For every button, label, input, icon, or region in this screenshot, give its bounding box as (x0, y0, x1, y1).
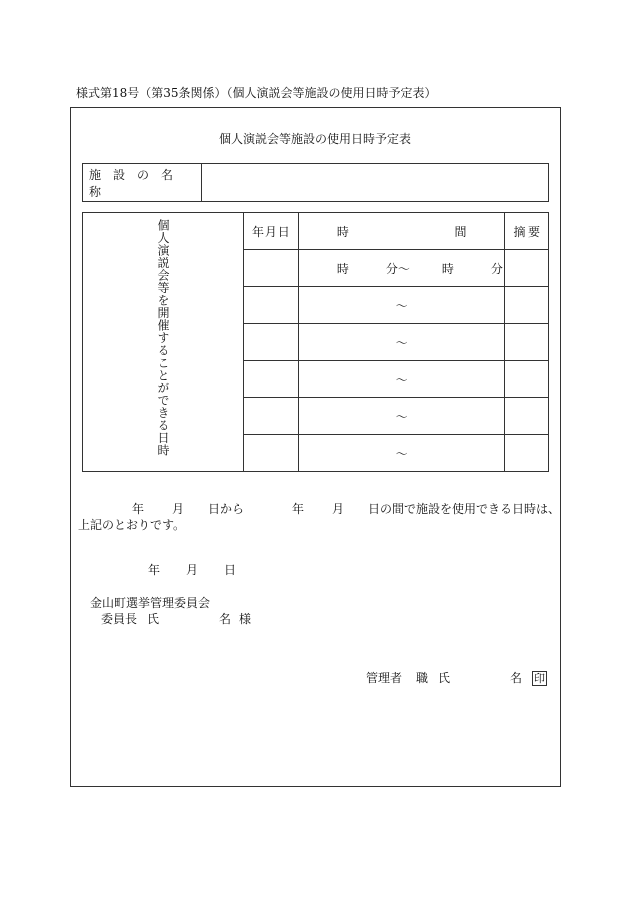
header-time: 時 間 (298, 213, 505, 250)
facility-name-label: 施設の名称 (83, 164, 202, 202)
date-cell[interactable] (244, 287, 299, 324)
schedule-table (82, 212, 549, 472)
time-cell[interactable]: 〜 (298, 398, 505, 435)
committee-chair: 委員長 氏 名 様 (101, 612, 252, 626)
date-cell[interactable] (244, 398, 299, 435)
remark-cell[interactable] (505, 250, 549, 287)
remark-cell[interactable] (505, 435, 549, 472)
date-cell[interactable] (244, 361, 299, 398)
manager-signature-line: 管理者 職 氏 名 印 (366, 671, 545, 685)
seal-stamp-icon: 印 (534, 672, 545, 685)
date-cell[interactable] (244, 435, 299, 472)
schedule-side-label: 個人演説会等を開催することができる日時 (83, 213, 244, 472)
usage-period-line-2: 上記のとおりです。 (78, 518, 186, 532)
time-cell[interactable]: 〜 (298, 324, 505, 361)
time-cell[interactable]: 時 分〜 時 分 (298, 250, 505, 287)
time-cell[interactable]: 〜 (298, 435, 505, 472)
remark-cell[interactable] (505, 361, 549, 398)
facility-name-table (82, 163, 549, 202)
form-title: 個人演説会等施設の使用日時予定表 (218, 132, 411, 146)
form-number-header: 様式第18号（第35条関係）（個人演説会等施設の使用日時予定表） (76, 86, 437, 100)
time-cell[interactable]: 〜 (298, 361, 505, 398)
header-remarks: 摘 要 (505, 213, 549, 250)
usage-period-line: 年 月 日から 年 月 日の間で施設を使用できる日時は、 (132, 502, 561, 516)
remark-cell[interactable] (505, 324, 549, 361)
time-cell[interactable]: 〜 (298, 287, 505, 324)
header-date: 年 月 日 (244, 213, 299, 250)
issue-date: 年 月 日 (148, 563, 237, 577)
remark-cell[interactable] (505, 398, 549, 435)
remark-cell[interactable] (505, 287, 549, 324)
date-cell[interactable] (244, 324, 299, 361)
date-cell[interactable] (244, 250, 299, 287)
facility-name-value[interactable] (202, 164, 549, 202)
committee-name: 金山町選挙管理委員会 (90, 596, 211, 610)
